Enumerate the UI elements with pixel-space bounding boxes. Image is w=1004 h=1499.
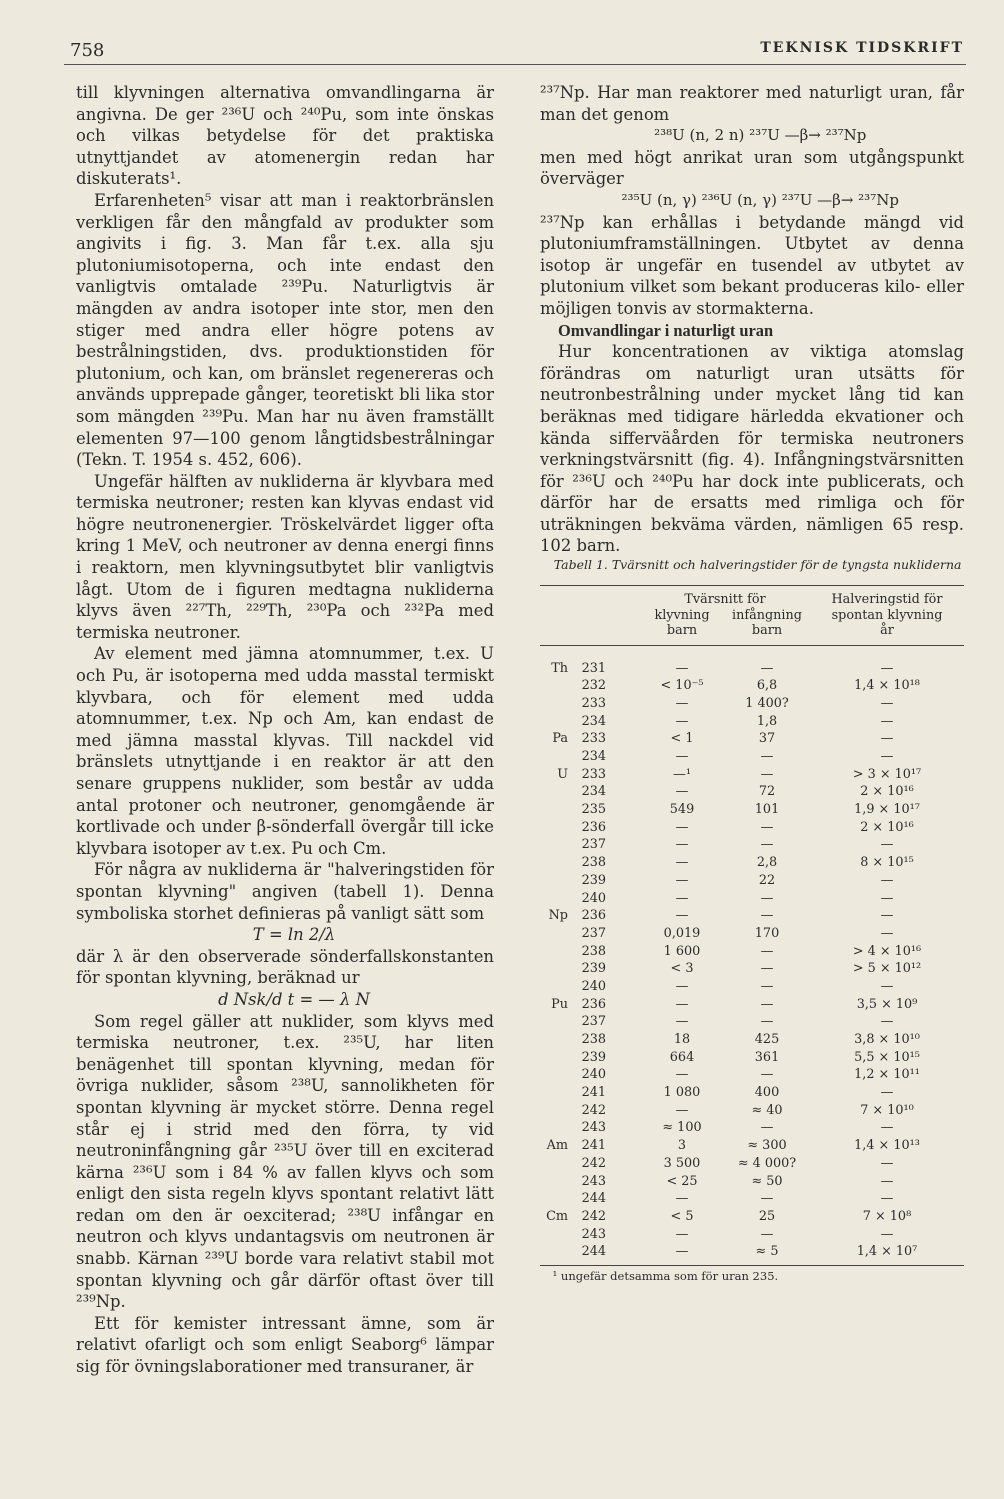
cell-halflife: — <box>880 1155 894 1171</box>
table-caption: Tabell 1. Tvärsnitt och halveringstider för de tyngsta nukliderna <box>553 557 962 573</box>
header-group-crosssection: Tvärsnitt för <box>684 592 766 608</box>
cell-capture: — <box>760 890 774 906</box>
cell-element <box>540 801 570 819</box>
cell-fission: < 3 <box>670 961 694 977</box>
header-rule <box>64 64 966 65</box>
cell-fission: 1 600 <box>663 943 701 959</box>
cell-fission: — <box>675 660 689 676</box>
cell-halflife: > 4 × 10¹⁶ <box>852 943 922 959</box>
cell-element <box>540 783 570 801</box>
cell-mass: 234 <box>581 713 606 729</box>
cell-fission: — <box>675 1226 689 1242</box>
cell-spacer <box>610 695 640 713</box>
table-row <box>540 1173 964 1191</box>
cell-halflife: 3,5 × 10⁹ <box>856 996 918 1012</box>
cell-fission: — <box>675 978 689 994</box>
cell-mass: 233 <box>581 731 606 747</box>
cell-halflife: 1,4 × 10¹⁸ <box>854 678 920 694</box>
cell-fission: — <box>675 1191 689 1207</box>
cell-element <box>540 943 570 961</box>
cell-halflife: — <box>880 872 894 888</box>
cell-capture: — <box>760 1014 774 1030</box>
page-number: 758 <box>70 40 105 61</box>
cell-halflife: 8 × 10¹⁵ <box>860 855 914 871</box>
table-row <box>540 1226 964 1244</box>
cell-mass: 236 <box>581 996 606 1012</box>
cell-halflife: — <box>880 925 894 941</box>
cell-mass: 234 <box>581 749 606 764</box>
cell-spacer <box>610 978 640 996</box>
cell-mass: 241 <box>581 1085 606 1101</box>
cell-halflife: — <box>880 890 894 906</box>
cell-halflife: — <box>880 1120 894 1136</box>
cell-mass: 238 <box>581 1032 606 1047</box>
cell-spacer <box>610 1226 640 1244</box>
table-row <box>540 730 964 748</box>
cell-mass: 240 <box>581 1067 606 1083</box>
section-heading: Omvandlingar i naturligt uran <box>558 320 774 340</box>
cell-fission: < 10⁻⁵ <box>660 678 704 694</box>
cell-capture: 101 <box>754 802 780 818</box>
cell-spacer <box>610 836 640 854</box>
cell-capture: 37 <box>758 731 776 747</box>
cell-capture: ≈ 50 <box>751 1173 783 1189</box>
cell-halflife: — <box>880 1173 894 1189</box>
cell-halflife: — <box>880 908 894 924</box>
cell-capture: 170 <box>754 925 780 941</box>
cell-halflife: 1,9 × 10¹⁷ <box>854 802 920 818</box>
cell-mass: 234 <box>581 784 606 800</box>
table-row <box>540 1084 964 1102</box>
table-row <box>540 1102 964 1120</box>
cell-mass: 238 <box>581 943 606 959</box>
cell-capture: — <box>760 749 774 764</box>
cell-capture: — <box>760 766 774 782</box>
cell-element <box>540 960 570 978</box>
cell-capture: ≈ 300 <box>747 1138 787 1154</box>
cell-element <box>540 1173 570 1191</box>
cell-halflife: > 3 × 10¹⁷ <box>852 766 922 782</box>
cell-spacer <box>610 1031 640 1049</box>
cell-capture: 361 <box>754 1049 780 1065</box>
table-row <box>540 890 964 908</box>
cell-element <box>540 677 570 695</box>
cell-spacer <box>610 1243 640 1261</box>
cell-capture: 1,8 <box>756 713 778 729</box>
cell-spacer <box>610 925 640 943</box>
cell-mass: 242 <box>581 1208 606 1224</box>
cell-fission: —¹ <box>673 766 691 782</box>
cell-spacer <box>610 943 640 961</box>
table-row <box>540 695 964 713</box>
cell-fission: 0,019 <box>663 925 701 941</box>
cell-element <box>540 978 570 996</box>
right-column <box>540 82 964 1288</box>
cell-capture: ≈ 4 000? <box>737 1155 797 1171</box>
table-row <box>540 854 964 872</box>
cell-element <box>540 1031 570 1049</box>
cell-spacer <box>610 766 640 784</box>
cell-fission: 3 500 <box>663 1155 701 1171</box>
table-row <box>540 660 964 678</box>
cell-halflife: — <box>880 731 894 747</box>
cell-halflife: — <box>880 660 894 676</box>
cell-spacer <box>610 872 640 890</box>
cell-spacer <box>610 819 640 837</box>
cell-spacer <box>610 677 640 695</box>
left-column <box>76 82 494 1378</box>
cell-element <box>540 836 570 854</box>
cell-mass: 235 <box>581 802 606 818</box>
cell-element <box>540 854 570 872</box>
cell-element: Np <box>548 908 568 924</box>
cell-halflife: 1,2 × 10¹¹ <box>854 1067 920 1083</box>
header-capture: infångning barn <box>732 607 802 639</box>
cell-mass: 232 <box>581 678 606 694</box>
cell-fission: < 1 <box>670 731 694 747</box>
cell-capture: — <box>760 943 774 959</box>
table-row <box>540 943 964 961</box>
cell-mass: 236 <box>581 819 606 835</box>
table-row <box>540 1119 964 1137</box>
cell-fission: — <box>675 996 689 1012</box>
table-row <box>540 1155 964 1173</box>
cell-capture: 22 <box>758 872 776 888</box>
cell-capture: 6,8 <box>756 678 778 694</box>
cell-element <box>540 1102 570 1120</box>
paragraph: där λ är den observerade sönderfallskonstanten för spontan klyvning, beräknad ur <box>76 946 494 988</box>
cell-mass: 241 <box>581 1138 606 1154</box>
cell-mass: 240 <box>581 978 606 994</box>
table-header <box>540 586 964 646</box>
cell-element <box>540 713 570 731</box>
cell-element <box>540 890 570 908</box>
table-row <box>540 1190 964 1208</box>
cell-spacer <box>610 748 640 766</box>
cell-mass: 243 <box>581 1226 606 1242</box>
cell-capture: 2,8 <box>756 855 778 871</box>
cell-fission: < 25 <box>666 1173 698 1189</box>
cell-mass: 242 <box>581 1155 606 1171</box>
table-row <box>540 1066 964 1084</box>
journal-title: TEKNISK TIDSKRIFT <box>760 40 964 56</box>
cell-halflife: 1,4 × 10⁷ <box>856 1244 918 1260</box>
cell-element <box>540 1243 570 1261</box>
cell-element: Am <box>546 1138 568 1154</box>
cell-capture: — <box>760 996 774 1012</box>
cell-halflife: > 5 × 10¹² <box>852 961 922 977</box>
cell-fission: 18 <box>673 1032 691 1047</box>
cell-capture: ≈ 40 <box>751 1102 783 1118</box>
cell-spacer <box>610 660 640 678</box>
cell-spacer <box>610 1013 640 1031</box>
cell-halflife: 5,5 × 10¹⁵ <box>854 1049 920 1065</box>
table-row <box>540 1208 964 1226</box>
cell-halflife: — <box>880 713 894 729</box>
paragraph: ²³⁷Np. Har man reaktorer med naturligt uran, får man det genom <box>540 83 964 124</box>
cell-element: U <box>557 766 568 782</box>
equation-halflife: T = ln 2/λ <box>252 925 336 945</box>
cell-spacer <box>610 1208 640 1226</box>
cell-mass: 240 <box>581 890 606 906</box>
cell-fission: — <box>675 908 689 924</box>
table-body <box>540 646 964 1265</box>
cell-mass: 242 <box>581 1102 606 1118</box>
cell-capture: — <box>760 1120 774 1136</box>
cell-spacer <box>610 890 640 908</box>
table-row <box>540 713 964 731</box>
cell-spacer <box>610 1173 640 1191</box>
cell-mass: 243 <box>581 1120 606 1136</box>
cell-halflife: — <box>880 695 894 711</box>
cell-fission: 3 <box>677 1138 687 1154</box>
paragraph: Ett för kemister intressant ämne, som är relativt ofarligt och som enligt Seaborg⁶ lämpar sig för övningslaborationer med transuraner, är <box>76 1313 494 1377</box>
cell-element <box>540 695 570 713</box>
paragraph: Av element med jämna atomnummer, t.ex. U och Pu, är isotoperna med udda masstal termiskt klyvbara, och för element med udda atomnummer, t.ex. Np och Am, kan endast de med jämna masstal klyvas. Till nackdel vid bränslets utnyttjande i en reaktor är att den senare gruppens nuklider, som består av udda antal protoner och neutroner, genomgående är kortlivade och under β-sönderfall övergår till icke klyvbara isotoper av t.ex. Pu och Cm. <box>76 644 494 858</box>
cell-fission: — <box>675 890 689 906</box>
header-halflife: Halveringstid för spontan klyvning år <box>831 592 943 639</box>
cell-capture: ≈ 5 <box>755 1244 779 1260</box>
cell-mass: 237 <box>581 925 606 941</box>
cell-mass: 237 <box>581 1014 606 1030</box>
cell-capture: — <box>760 1226 774 1242</box>
cell-mass: 239 <box>581 872 606 888</box>
cell-halflife: — <box>880 1191 894 1207</box>
paragraph: Hur koncentrationen av viktiga atomslag förändras om naturligt uran utsätts för neutronbestrålning under mycket lång tid kan beräknas med tidigare härledda ekvationer och kända sifferväården för termiska neutroners verkningstvärsnitt (fig. 4). Infångningstvärsnitten för ²³⁶U och ²⁴⁰Pu har dock inte publicerats, och därför har de ersatts med rimliga och för uträkningen bekväma värden, nämligen 65 resp. 102 barn. <box>540 342 964 556</box>
cell-capture: 400 <box>754 1085 780 1101</box>
cell-element <box>540 819 570 837</box>
table-row <box>540 836 964 854</box>
cell-halflife: 7 × 10⁸ <box>862 1208 912 1224</box>
cell-element: Pa <box>552 731 568 747</box>
cell-capture: — <box>760 660 774 676</box>
cell-halflife: 3,8 × 10¹⁰ <box>854 1032 920 1047</box>
equation-decay: d Nsk/d t = — λ N <box>218 989 370 1009</box>
table-row <box>540 677 964 695</box>
cell-fission: — <box>675 855 689 871</box>
paragraph: ²³⁷Np kan erhållas i betydande mängd vid plutoniumframställningen. Utbytet av denna isotop är ungefär en tusendel av utbytet av plutonium vilket som bekant produceras kilo- eller möjligen tonvis av stormakterna. <box>540 212 964 318</box>
cell-capture: — <box>760 1067 774 1083</box>
cell-spacer <box>610 1190 640 1208</box>
table-row <box>540 748 964 766</box>
paragraph: Erfarenheten⁵ visar att man i reaktorbränslen verkligen får den mångfald av produkter som angivits i fig. 3. Man får t.ex. alla sju plutoniumisotoperna, och inte endast den vanligtvis omtalade ²³⁹Pu. Naturligtvis är mängden av andra isotoper inte stor, men den stiger med andra eller högre potens av bestrålningstiden, dvs. produktionstiden för plutonium, och kan, om bränslet regenereras och används upprepade gånger, teoretiskt bli lika stor som mängden ²³⁹Pu. Man har nu även framställt elementen 97—100 genom långtidsbestrålningar (Tekn. T. 1954 s. 452, 606). <box>76 190 494 470</box>
cell-fission: — <box>675 749 689 764</box>
cell-mass: 239 <box>581 961 606 977</box>
cell-halflife: — <box>880 978 894 994</box>
cell-fission: ≈ 100 <box>662 1120 702 1136</box>
cell-mass: 244 <box>581 1244 606 1260</box>
cell-halflife: 2 × 10¹⁶ <box>860 819 914 835</box>
paragraph: För några av nukliderna är "halveringstiden för spontan klyvning" angiven (tabell 1). Denna symboliska storhet definieras på vanligt sätt som <box>76 860 494 923</box>
cell-mass: 238 <box>581 855 606 871</box>
table-row <box>540 872 964 890</box>
cell-element <box>540 872 570 890</box>
table-row <box>540 1049 964 1067</box>
table-footnote: ¹ ungefär detsamma som för uran 235. <box>552 1268 779 1283</box>
table-row <box>540 801 964 819</box>
cell-fission: — <box>675 837 689 853</box>
cell-spacer <box>610 1066 640 1084</box>
cell-spacer <box>610 713 640 731</box>
table-row <box>540 978 964 996</box>
cell-mass: 233 <box>581 695 606 711</box>
table-row <box>540 766 964 784</box>
paragraph: men med högt anrikat uran som utgångspunkt överväger <box>540 147 964 189</box>
cell-element <box>540 1155 570 1173</box>
cell-fission: 1 080 <box>663 1085 701 1101</box>
cell-element <box>540 925 570 943</box>
cell-fission: < 5 <box>670 1208 694 1224</box>
cell-mass: 231 <box>581 660 606 676</box>
table-row <box>540 925 964 943</box>
cell-halflife: 7 × 10¹⁰ <box>860 1102 914 1118</box>
cell-spacer <box>610 801 640 819</box>
cell-element <box>540 1226 570 1244</box>
cell-element <box>540 1190 570 1208</box>
table-row <box>540 1031 964 1049</box>
paragraph: till klyvningen alternativa omvandlingarna är angivna. De ger ²³⁶U och ²⁴⁰Pu, som inte önskas och vilkas betydelse för det praktiska utnyttjandet av atomenergin redan har diskuterats¹. <box>76 83 494 189</box>
paragraph: Ungefär hälften av nukliderna är klyvbara med termiska neutroner; resten kan klyvas endast vid högre neutronenergier. Tröskelvärdet ligger ofta kring 1 MeV, och neutroner av denna energi finns i reaktorn, men klyvningsutbytet blir vanligtvis lågt. Utom de i figuren medtagna nukliderna klyvs även ²²⁷Th, ²²⁹Th, ²³⁰Pa och ²³²Pa med termiska neutroner. <box>76 471 494 642</box>
cell-element <box>540 1013 570 1031</box>
cell-mass: 233 <box>581 766 606 782</box>
cell-fission: — <box>675 695 689 711</box>
cell-spacer <box>610 1155 640 1173</box>
cell-fission: — <box>675 872 689 888</box>
cell-element <box>540 1119 570 1137</box>
table-row <box>540 1243 964 1261</box>
cell-halflife: 1,4 × 10¹³ <box>854 1138 920 1154</box>
cell-capture: 1 400? <box>745 695 789 711</box>
cell-fission: 549 <box>669 802 695 818</box>
cell-element <box>540 1084 570 1102</box>
cell-element <box>540 1049 570 1067</box>
table-row <box>540 1137 964 1155</box>
cell-halflife: 2 × 10¹⁶ <box>860 784 914 800</box>
cell-element: Cm <box>546 1208 568 1224</box>
cell-capture: — <box>760 978 774 994</box>
cell-element: Th <box>551 660 568 676</box>
cell-fission: — <box>675 784 689 800</box>
table-row <box>540 907 964 925</box>
cell-fission: — <box>675 713 689 729</box>
cell-mass: 239 <box>581 1049 606 1065</box>
cell-capture: — <box>760 908 774 924</box>
cell-mass: 244 <box>581 1191 606 1207</box>
cell-spacer <box>610 960 640 978</box>
cell-spacer <box>610 730 640 748</box>
cell-element: Pu <box>551 996 568 1012</box>
cell-mass: 243 <box>581 1173 606 1189</box>
cell-fission: — <box>675 1244 689 1260</box>
table-row <box>540 1013 964 1031</box>
cell-halflife: — <box>880 1085 894 1101</box>
cell-halflife: — <box>880 1226 894 1242</box>
cell-mass: 236 <box>581 908 606 924</box>
cell-fission: 664 <box>669 1049 695 1065</box>
table-row <box>540 996 964 1014</box>
cell-capture: — <box>760 961 774 977</box>
cell-spacer <box>610 996 640 1014</box>
nuclide-table <box>540 585 964 1266</box>
table-row <box>540 960 964 978</box>
cell-halflife: — <box>880 837 894 853</box>
cell-capture: — <box>760 819 774 835</box>
cell-spacer <box>610 907 640 925</box>
reaction-enriched-uranium: ²³⁵U (n, γ) ²³⁶U (n, γ) ²³⁷U —β→ ²³⁷Np <box>621 190 899 209</box>
cell-capture: 25 <box>758 1208 776 1224</box>
cell-fission: — <box>675 819 689 835</box>
cell-fission: — <box>675 1014 689 1030</box>
cell-element <box>540 1066 570 1084</box>
cell-fission: — <box>675 1102 689 1118</box>
cell-halflife: — <box>880 1014 894 1030</box>
table-row <box>540 783 964 801</box>
cell-spacer <box>610 1084 640 1102</box>
cell-spacer <box>610 1119 640 1137</box>
paragraph: Som regel gäller att nuklider, som klyvs med termiska neutroner, t.ex. ²³⁵U, har liten benägenhet till spontan klyvning, medan för övriga nuklider, såsom ²³⁸U, sannolikheten för spontan klyvning är mycket större. Denna regel står ej i strid med den förra, ty vid neutroninfångning går ²³⁵U över till en exciterad kärna ²³⁶U som i 84 % av fallen klyvs och som enligt den sista regeln klyvs spontant relativt lätt redan om den är oexciterad; ²³⁸U infångar en neutron och klyvs undantagsvis om neutronen är snabb. Kärnan ²³⁹U borde vara relativt stabil mot spontan klyvning och går därför oftast över till ²³⁹Np. <box>76 1011 494 1312</box>
cell-fission: — <box>675 1067 689 1083</box>
cell-mass: 237 <box>581 837 606 853</box>
cell-capture: — <box>760 1191 774 1207</box>
cell-spacer <box>610 783 640 801</box>
reaction-natural-uranium: ²³⁸U (n, 2 n) ²³⁷U —β→ ²³⁷Np <box>654 126 867 145</box>
cell-spacer <box>610 1102 640 1120</box>
cell-spacer <box>610 1049 640 1067</box>
cell-element <box>540 748 570 766</box>
cell-capture: — <box>760 837 774 853</box>
cell-spacer <box>610 854 640 872</box>
table-row <box>540 819 964 837</box>
cell-halflife: — <box>880 749 894 764</box>
cell-capture: 72 <box>758 784 776 800</box>
cell-capture: 425 <box>754 1032 780 1047</box>
header-fission: klyvning barn <box>654 607 710 639</box>
cell-spacer <box>610 1137 640 1155</box>
